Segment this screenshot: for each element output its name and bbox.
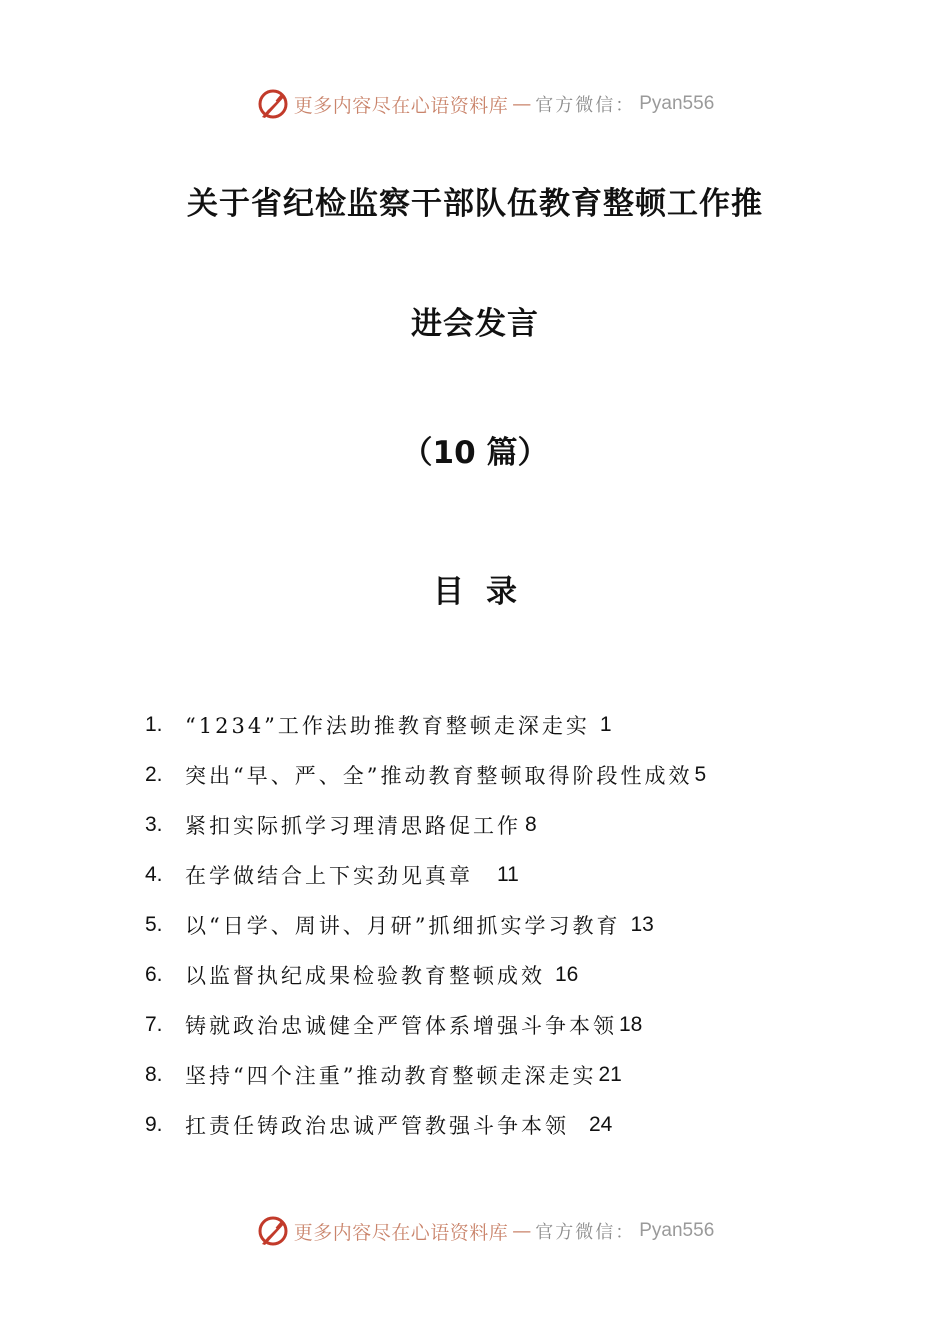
table-of-contents [145, 700, 825, 1150]
watermark-content [236, 1214, 715, 1248]
toc-item-title: 扛责任铸政治忠诚严管教强斗争本领 [185, 1114, 569, 1138]
toc-item-number: 2. [145, 763, 163, 786]
toc-item-title: 铸就政治忠诚健全严管体系增强斗争本领 [185, 1014, 617, 1038]
toc-item-number: 3. [145, 813, 163, 836]
footer-watermark [0, 1211, 950, 1251]
toc-item[interactable] [145, 700, 825, 750]
watermark-wechat-label: 官方微信： [535, 95, 636, 116]
toc-item-page: 21 [598, 1063, 622, 1086]
toc-item-number: 7. [145, 1013, 163, 1036]
toc-item-title: 突出“早、严、全”推动教育整顿取得阶段性成效 [185, 764, 693, 788]
toc-heading: 目录 [433, 574, 539, 610]
toc-item-number: 6. [145, 963, 163, 986]
toc-item-title: 以监督执纪成果检验教育整顿成效 [185, 964, 545, 988]
toc-item-title: 坚持“四个注重”推动教育整顿走深走实 [185, 1064, 597, 1088]
document-title-line-2: 进会发言 [411, 306, 539, 342]
toc-item-number: 9. [145, 1113, 163, 1136]
toc-item[interactable] [145, 1050, 825, 1100]
toc-item-page: 24 [589, 1113, 613, 1136]
toc-item-page: 13 [630, 913, 654, 936]
watermark-dash: — [512, 93, 532, 115]
toc-item-page: 8 [525, 813, 537, 836]
toc-item-page: 11 [497, 863, 519, 886]
toc-item-number: 1. [145, 713, 163, 736]
toc-item-page: 1 [599, 713, 612, 736]
watermark-site-text: 更多内容尽在心语资料库 [293, 1221, 509, 1244]
watermark-wechat-id: Pyan556 [639, 1220, 715, 1241]
toc-item-page: 18 [619, 1013, 643, 1036]
pen-circle-icon [256, 1214, 290, 1248]
pen-circle-icon [256, 87, 290, 121]
toc-item[interactable] [145, 850, 825, 900]
watermark-content [236, 87, 715, 121]
header-watermark [0, 84, 950, 124]
toc-item[interactable] [145, 900, 825, 950]
toc-item-number: 5. [145, 913, 163, 936]
watermark-wechat-id: Pyan556 [639, 93, 715, 114]
toc-item[interactable] [145, 1000, 825, 1050]
toc-item-title: “1234”工作法助推教育整顿走深走实 [185, 714, 590, 738]
toc-item[interactable] [145, 1100, 825, 1150]
watermark-dash: — [512, 1220, 532, 1242]
toc-item-page: 5 [694, 763, 707, 786]
toc-item-title: 以“日学、周讲、月研”抓细抓实学习教育 [185, 914, 621, 938]
toc-item-number: 8. [145, 1063, 163, 1086]
toc-item-title: 紧扣实际抓学习理清思路促工作 [185, 814, 521, 838]
watermark-site-text: 更多内容尽在心语资料库 [293, 94, 509, 117]
toc-item[interactable] [145, 750, 825, 800]
toc-item-number: 4. [145, 863, 163, 886]
toc-item[interactable] [145, 950, 825, 1000]
document-subtitle: （10 篇） [401, 435, 549, 471]
toc-item-title: 在学做结合上下实劲见真章 [185, 864, 473, 888]
toc-item-page: 16 [555, 963, 579, 986]
watermark-wechat-label: 官方微信： [535, 1222, 636, 1243]
document-title-line-1: 关于省纪检监察干部队伍教育整顿工作推 [187, 186, 763, 222]
toc-item[interactable] [145, 800, 825, 850]
